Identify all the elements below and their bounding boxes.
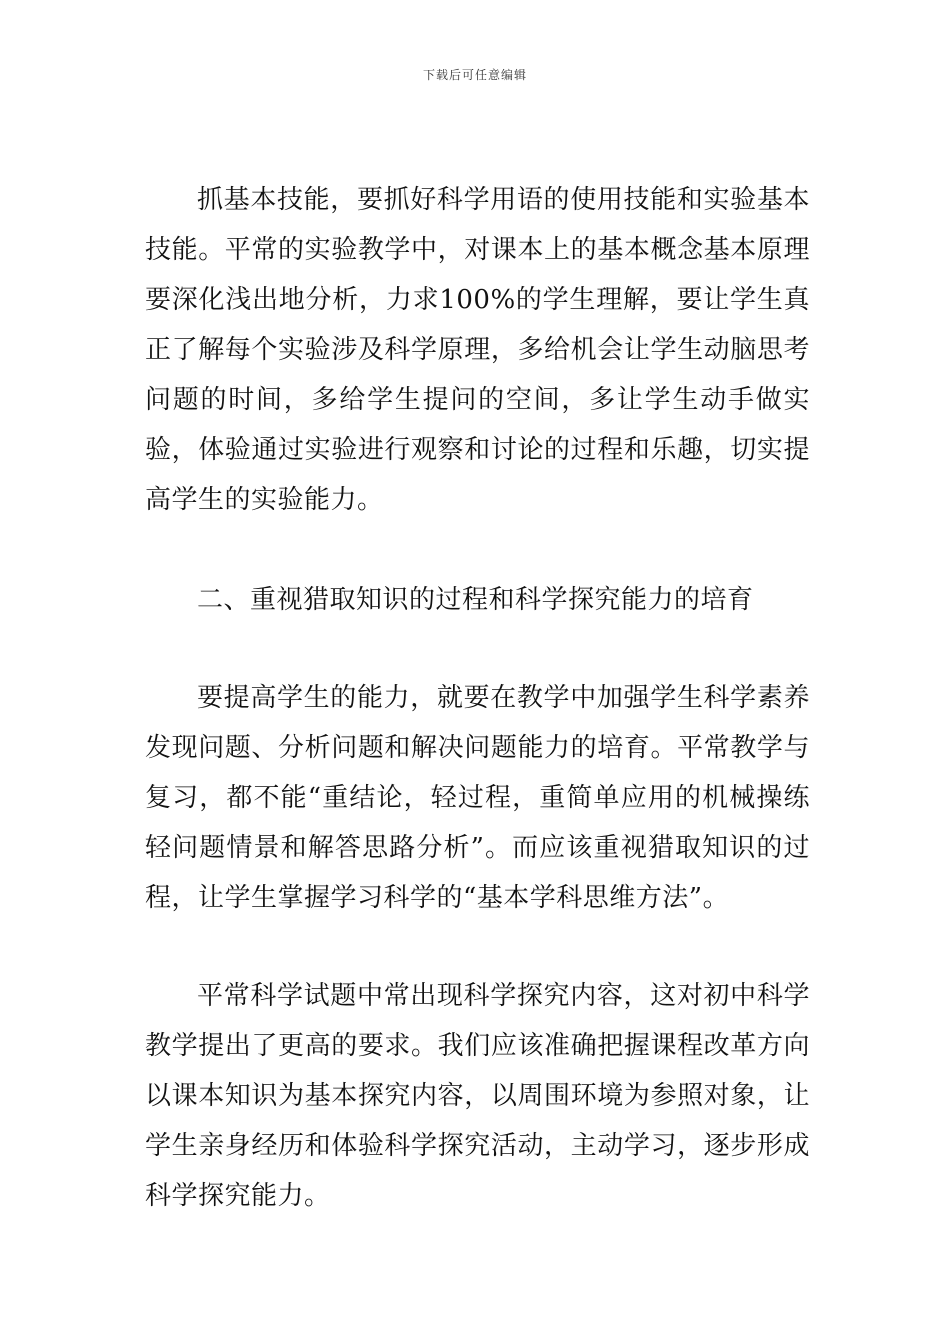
section-heading-2 [145, 575, 810, 625]
paragraph-text: 要提高学生的能力，就要在教学中加强学生科学素养发现问题、分析问题和解决问题能力的培育。平常教学与复习，都不能“重结论，轻过程，重简单应用的机械操练轻问题情景和解答思路分析”。而应该重视猎取知识的过程，让学生掌握学习科学的“基本学科思维方法”。 [145, 683, 810, 913]
paragraph-text: 平常科学试题中常出现科学探究内容，这对初中科学教学提出了更高的要求。我们应该准确把握课程改革方向以课本知识为基本探究内容，以周围环境为参照对象，让学生亲身经历和体验科学探究活动，主动学习，逐步形成科学探究能力。 [145, 981, 810, 1211]
heading-text: 二、重视猎取知识的过程和科学探究能力的培育 [197, 585, 754, 615]
paragraph-basic-skills [145, 175, 810, 525]
paragraph-ability [145, 673, 810, 923]
paragraph-text: 抓基本技能，要抓好科学用语的使用技能和实验基本技能。平常的实验教学中，对课本上的基本概念基本原理要深化浅出地分析，力求100%的学生理解，要让学生真正了解每个实验涉及科学原理，多给机会让学生动脑思考问题的时间，多给学生提问的空间，多让学生动手做实验，体验通过实验进行观察和讨论的过程和乐趣，切实提高学生的实验能力。 [145, 185, 810, 515]
paragraph-inquiry [145, 971, 810, 1221]
page-header: 下载后可任意编辑 [422, 68, 527, 82]
